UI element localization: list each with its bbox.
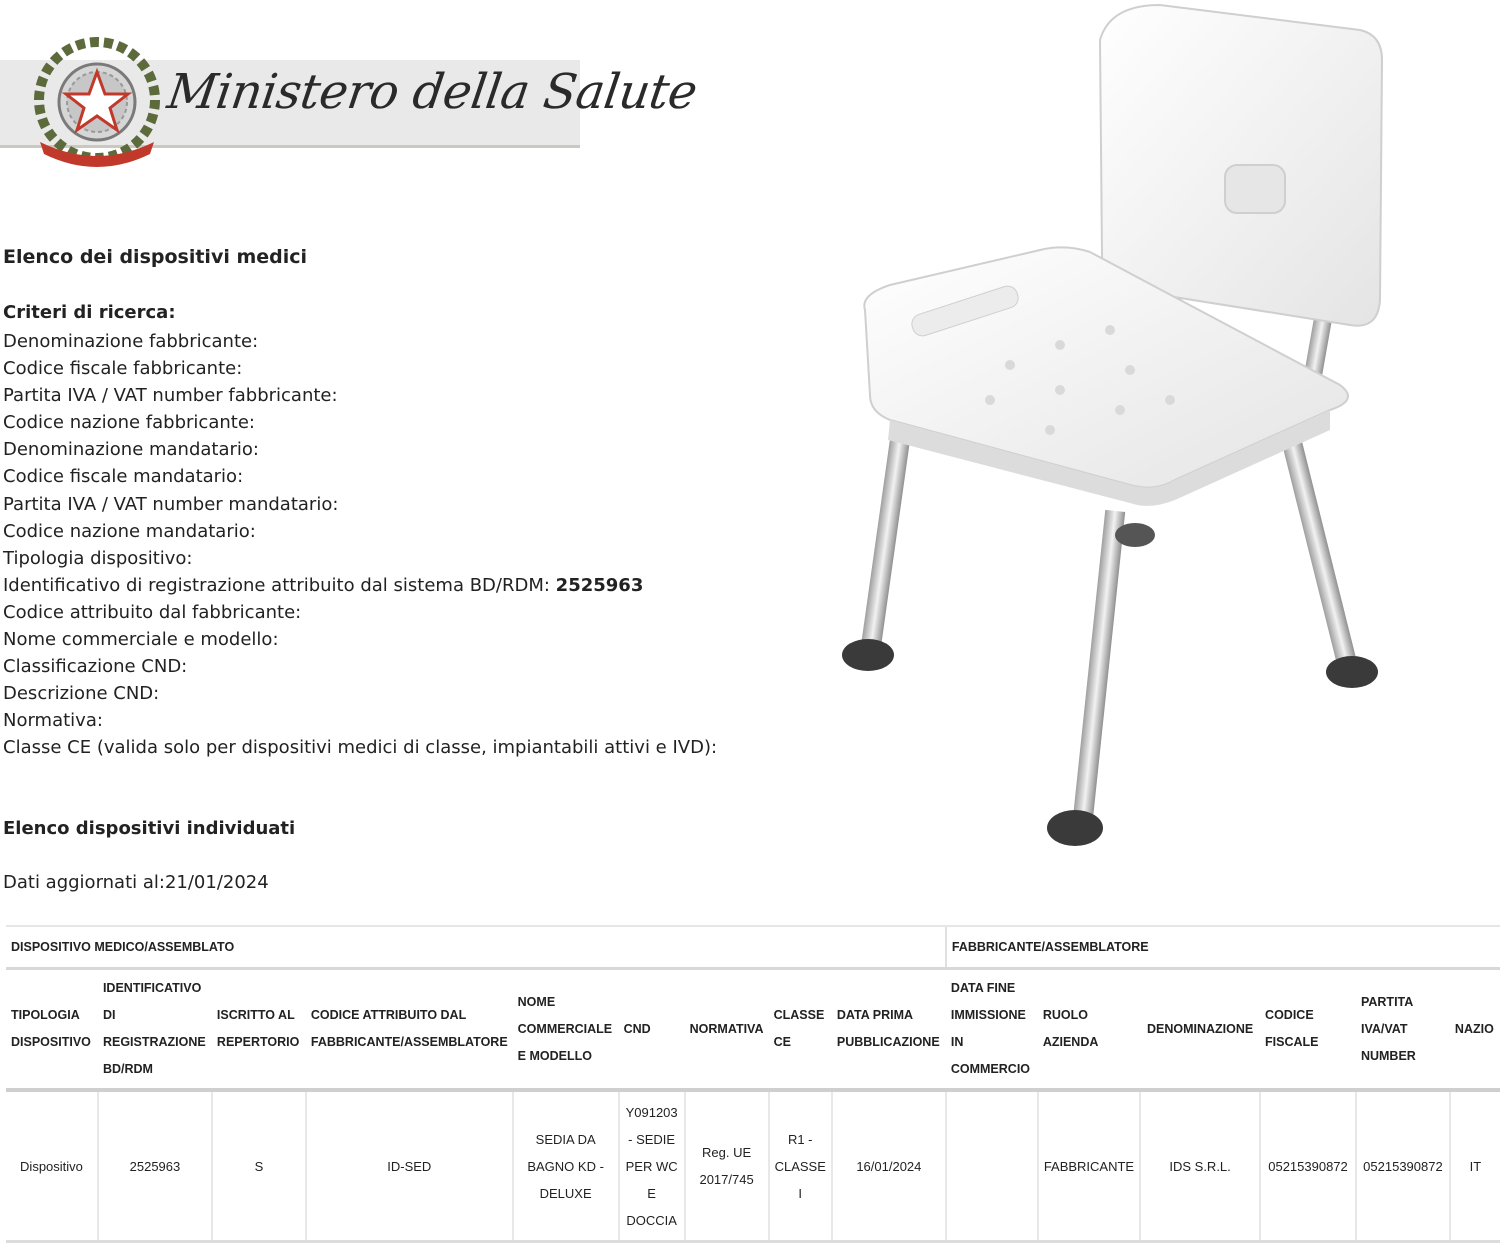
col-header-nazione: NAZIO: [1450, 969, 1500, 1091]
col-header-data-prima: DATA PRIMA PUBBLICAZIONE: [832, 969, 946, 1091]
table-group-row: [6, 926, 1500, 969]
group-header-manufacturer: FABBRICANTE/ASSEMBLATORE: [946, 926, 1500, 969]
col-header-identificativo: IDENTIFICATIVO DI REGISTRAZIONE BD/RDM: [98, 969, 212, 1091]
col-header-nome-commerciale: NOME COMMERCIALE E MODELLO: [513, 969, 619, 1091]
cell-tipologia: Dispositivo: [6, 1090, 98, 1242]
col-header-partita-iva: PARTITA IVA/VAT NUMBER: [1356, 969, 1450, 1091]
criteria-item: Codice fiscale mandatario:: [3, 466, 244, 488]
shower-chair-image: [830, 0, 1390, 860]
criteria-item: Denominazione mandatario:: [3, 439, 259, 461]
cell-normativa: Reg. UE 2017/745: [685, 1090, 769, 1242]
col-header-iscritto: ISCRITTO AL REPERTORIO: [212, 969, 306, 1091]
criteria-item-registration-id: Identificativo di registrazione attribuito dal sistema BD/RDM: 2525963: [3, 574, 644, 596]
data-updated-text: Dati aggiornati al:21/01/2024: [3, 872, 269, 893]
criteria-list: [3, 328, 717, 762]
col-header-normativa: NORMATIVA: [685, 969, 769, 1091]
criteria-item: Partita IVA / VAT number mandatario:: [3, 493, 339, 515]
cell-nome-commerciale: SEDIA DA BAGNO KD - DELUXE: [513, 1090, 619, 1242]
criteria-item: Codice attribuito dal fabbricante:: [3, 601, 302, 623]
table-header-row: [6, 969, 1500, 1091]
group-header-device: DISPOSITIVO MEDICO/ASSEMBLATO: [6, 926, 946, 969]
page-title: Elenco dei dispositivi medici: [3, 246, 308, 268]
col-header-cnd: CND: [619, 969, 685, 1091]
criteria-item: Codice nazione fabbricante:: [3, 412, 255, 434]
col-header-tipologia: TIPOLOGIA DISPOSITIVO: [6, 969, 98, 1091]
cell-denominazione: IDS S.R.L.: [1140, 1090, 1260, 1242]
table-row: [6, 1090, 1500, 1242]
cell-classe-ce: R1 - CLASSE I: [769, 1090, 832, 1242]
cell-identificativo: 2525963: [98, 1090, 212, 1242]
cell-partita-iva: 05215390872: [1356, 1090, 1450, 1242]
criteria-item: Partita IVA / VAT number fabbricante:: [3, 385, 338, 407]
cell-cnd: Y091203 - SEDIE PER WC E DOCCIA: [619, 1090, 685, 1242]
criteria-item: Classificazione CND:: [3, 656, 188, 678]
criteria-item: Normativa:: [3, 710, 103, 732]
cell-iscritto: S: [212, 1090, 306, 1242]
criteria-item: Tipologia dispositivo:: [3, 547, 193, 569]
criteria-item: Descrizione CND:: [3, 683, 160, 705]
col-header-classe-ce: CLASSE CE: [769, 969, 832, 1091]
cell-nazione: IT: [1450, 1090, 1500, 1242]
cell-ruolo: FABBRICANTE: [1038, 1090, 1140, 1242]
found-devices-title: Elenco dispositivi individuati: [3, 818, 296, 839]
cell-codice-fiscale: 05215390872: [1260, 1090, 1356, 1242]
criteria-item: Codice fiscale fabbricante:: [3, 358, 243, 380]
criteria-title: Criteri di ricerca:: [3, 302, 176, 323]
criteria-item: Classe CE (valida solo per dispositivi medici di classe, impiantabili attivi e IVD):: [3, 737, 718, 759]
devices-table: [6, 925, 1500, 1243]
republic-emblem-icon: [22, 30, 172, 180]
ministry-name: Ministero della Salute: [164, 64, 701, 120]
col-header-codice-fiscale: CODICE FISCALE: [1260, 969, 1356, 1091]
criteria-item: Denominazione fabbricante:: [3, 331, 259, 352]
col-header-denominazione: DENOMINAZIONE: [1140, 969, 1260, 1091]
col-header-codice-attribuito: CODICE ATTRIBUITO DAL FABBRICANTE/ASSEMBLATORE: [306, 969, 513, 1091]
col-header-data-fine: DATA FINE IMMISSIONE IN COMMERCIO: [946, 969, 1038, 1091]
criteria-item: Codice nazione mandatario:: [3, 520, 256, 542]
cell-data-fine: [946, 1090, 1038, 1242]
cell-data-prima: 16/01/2024: [832, 1090, 946, 1242]
cell-codice-attribuito: ID-SED: [306, 1090, 513, 1242]
criteria-item: Nome commerciale e modello:: [3, 629, 279, 651]
col-header-ruolo: RUOLO AZIENDA: [1038, 969, 1140, 1091]
